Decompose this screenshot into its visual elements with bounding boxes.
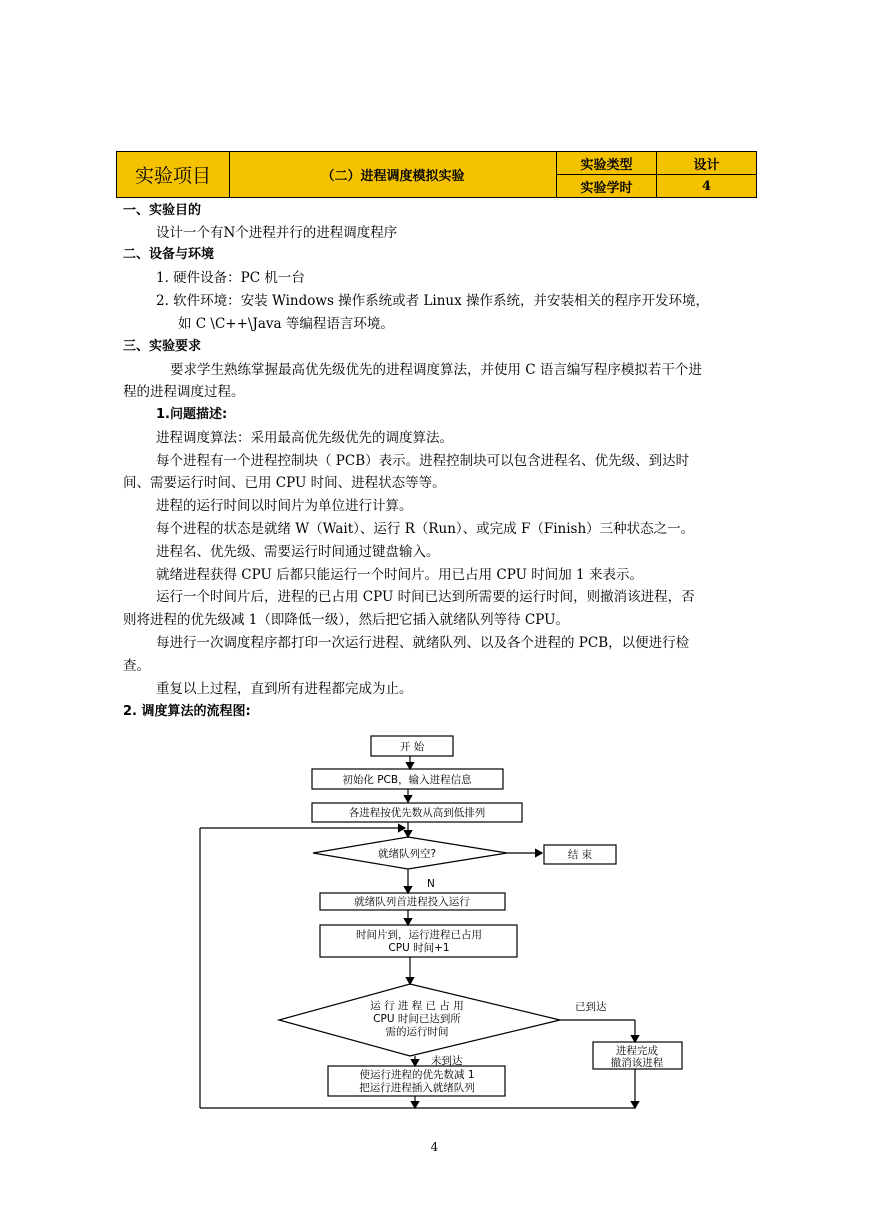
- para-ready: 就绪进程获得 CPU 后都只能运行一个时间片。用已占用 CPU 时间加 1 来表示。: [156, 567, 643, 583]
- decrease-text-2: 把运行进程插入就绪队列: [359, 1082, 475, 1094]
- project-name: （二）进程调度模拟实验: [230, 152, 557, 198]
- section-2-item-1: 1. 硬件设备：PC 机一台: [156, 270, 305, 286]
- para-state: 每个进程的状态是就绪 W（Wait）、运行 R（Run）、或完成 F（Finish）三种状态之一。: [156, 521, 695, 537]
- process-done-text-1: 进程完成: [616, 1045, 658, 1057]
- type-label: 实验类型: [557, 152, 657, 175]
- section-3-title: 三、实验要求: [123, 339, 202, 354]
- flowchart-title: 2. 调度算法的流程图:: [123, 704, 251, 719]
- section-3-para-1a: 要求学生熟练掌握最高优先级优先的进程调度算法，并使用 C 语言编写程序模拟若干个进: [170, 362, 702, 378]
- para-algorithm: 进程调度算法：采用最高优先级优先的调度算法。: [156, 430, 453, 446]
- para-pcb-a: 每个进程有一个进程控制块（ PCB）表示。进程控制块可以包含进程名、优先级、到达时: [156, 453, 690, 469]
- hours-label: 实验学时: [557, 175, 657, 198]
- sort-text: 各进程按优先数从高到低排列: [348, 807, 486, 819]
- init-text: 初始化 PCB，输入进程信息: [342, 774, 472, 786]
- page-number: 4: [430, 1140, 439, 1154]
- section-1-body: 设计一个有N个进程并行的进程调度程序: [156, 225, 398, 241]
- project-label: 实验项目: [117, 152, 230, 198]
- para-pcb-b: 间、需要运行时间、已用 CPU 时间、进程状态等等。: [123, 475, 446, 491]
- ready-empty-text: 就绪队列空?: [377, 848, 437, 860]
- para-run-a: 运行一个时间片后，进程的已占用 CPU 时间已达到所需要的运行时间，则撤消该进程，否: [156, 589, 695, 605]
- decrease-text-1: 使运行进程的优先数减 1: [359, 1069, 475, 1081]
- problem-title: 1.问题描述:: [156, 407, 228, 422]
- section-2-title: 二、设备与环境: [123, 247, 215, 262]
- check-text-3: 需的运行时间: [385, 1026, 449, 1038]
- check-text-1: 运 行 进 程 已 占 用: [370, 1000, 464, 1012]
- para-print-b: 查。: [123, 658, 150, 674]
- reached-label: 已到达: [575, 1001, 607, 1013]
- hours-value: 4: [657, 175, 757, 198]
- section-2-item-2: 2. 软件环境：安装 Windows 操作系统或者 Linux 操作系统，并安装相关的程序开发环境，: [156, 293, 710, 309]
- section-3-para-1b: 程的进程调度过程。: [123, 384, 245, 400]
- time-slice-text-1: 时间片到，运行进程已占用: [356, 929, 482, 941]
- para-time: 进程的运行时间以时间片为单位进行计算。: [156, 498, 413, 514]
- end-text: 结 束: [567, 849, 593, 861]
- not-reached-label: 未到达: [431, 1055, 463, 1067]
- type-value: 设计: [657, 152, 757, 175]
- start-text: 开 始: [399, 741, 425, 753]
- process-done-text-2: 撤消该进程: [610, 1057, 664, 1069]
- check-text-2: CPU 时间已达到所: [373, 1013, 461, 1025]
- no-label: N: [427, 878, 435, 890]
- para-print-a: 每进行一次调度程序都打印一次运行进程、就绪队列、以及各个进程的 PCB，以便进行检: [156, 635, 690, 651]
- para-repeat: 重复以上过程，直到所有进程都完成为止。: [156, 681, 413, 697]
- section-1-title: 一、实验目的: [123, 203, 202, 218]
- scheduling-flowchart: [195, 730, 695, 1115]
- para-run-b: 则将进程的优先级减 1（即降低一级），然后把它插入就绪队列等待 CPU。: [123, 612, 569, 628]
- section-2-item-2-cont: 如 C \C++\Java 等编程语言环境。: [178, 316, 394, 332]
- dispatch-text: 就绪队列首进程投入运行: [354, 896, 470, 908]
- time-slice-text-2: CPU 时间+1: [388, 942, 450, 954]
- experiment-header-table: [116, 151, 757, 198]
- para-input: 进程名、优先级、需要运行时间通过键盘输入。: [156, 544, 440, 560]
